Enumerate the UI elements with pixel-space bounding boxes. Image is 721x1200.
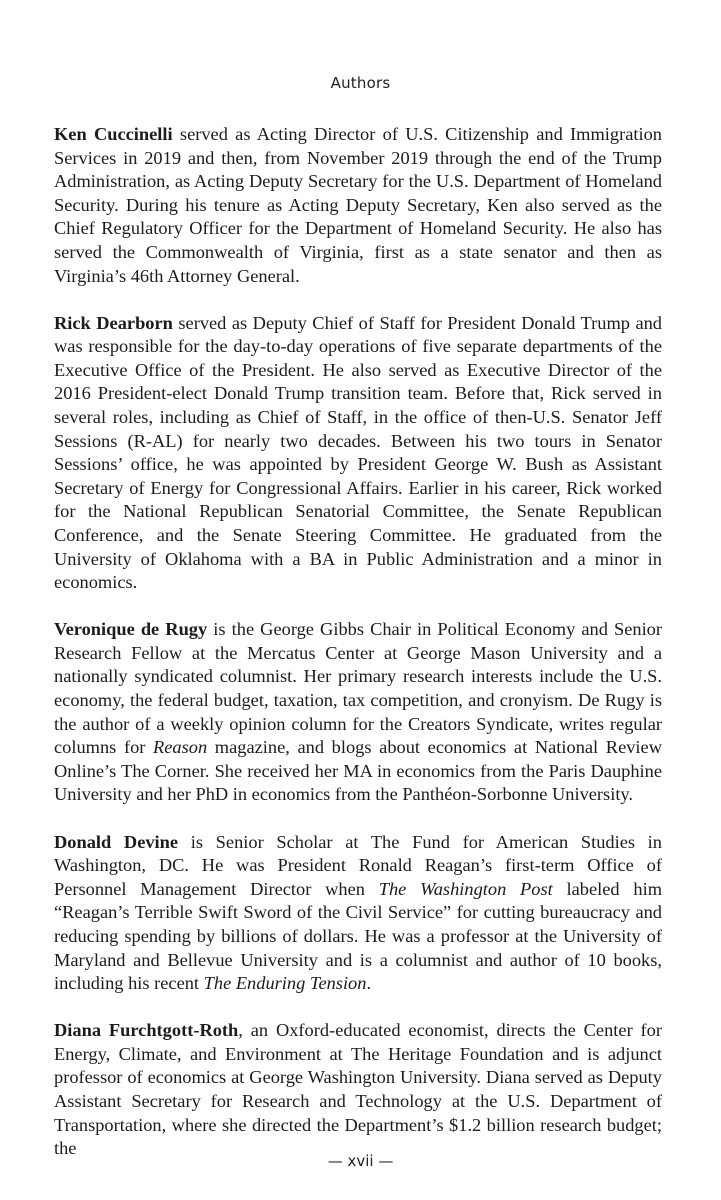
bio-text: . [366, 973, 372, 994]
book-title: The Enduring Tension [203, 973, 367, 994]
bio-text: magazine, and blogs about economics at National Review Online’s The Corner. She received her MA in economics from the Paris Dauphine University and her PhD in economics from the Panthéon-Sorbonne University. [54, 737, 662, 805]
bio-ken-cuccinelli [54, 123, 662, 288]
bio-text: served as Acting Director of U.S. Citizenship and Immigration Services in 2019 and then, from November 2019 through the end of the Trump Administration, as Acting Deputy Secretary for the U.S. Department of Homeland Security. During his tenure as Acting Deputy Secretary, Ken also served as the Chief Regulatory Officer for the Department of Homeland Security. He also has served the Commonwealth of Virginia, first as a state senator and then as Virginia’s 46th Attorney General. [54, 124, 662, 286]
bio-veronique-de-rugy [54, 618, 662, 807]
author-name: Veronique de Rugy [54, 619, 208, 640]
author-name: Donald Devine [54, 831, 179, 852]
author-name: Diana Furchtgott-Roth [54, 1020, 239, 1041]
author-name: Rick Dearborn [54, 312, 173, 333]
publication-title: Reason [153, 737, 208, 758]
publication-title: The Washington Post [378, 878, 553, 899]
running-head: Authors [330, 74, 391, 92]
bio-donald-devine [54, 831, 662, 996]
bio-text: is Senior Scholar at The Fund for American Studies in Washington, DC. He was President Ronald Reagan’s first-term Office of Personnel Management Director when [54, 831, 662, 899]
bio-text: , an Oxford-educated economist, directs the Center for Energy, Climate, and Environment at The Heritage Foundation and is adjunct professor of economics at George Washington University. Diana served as Deputy Assistant Secretary for Research and Technology at the U.S. Department of Transportation, where she directed the Department’s $1.2 billion research budget; the [54, 1020, 662, 1159]
bio-text: served as Deputy Chief of Staff for President Donald Trump and was responsible for the day-to-day operations of five separate departments of the Executive Office of the President. He also served as Executive Director of the 2016 President-elect Donald Trump transition team. Before that, Rick served in several roles, including as Chief of Staff, in the office of then-U.S. Senator Jeff Sessions (R-AL) for nearly two decades. Between his two tours in Senator Sessions’ office, he was appointed by President George W. Bush as Assistant Secretary of Energy for Congressional Affairs. Earlier in his career, Rick worked for the National Republican Senatorial Committee, the Senate Republican Conference, and the Senate Steering Committee. He graduated from the University of Oklahoma with a BA in Public Administration and a minor in economics. [54, 312, 662, 593]
bio-text: labeled him “Reagan’s Terrible Swift Sword of the Civil Service” for cutting bureaucracy and reducing spending by billions of dollars. He was a professor at the University of Maryland and Bellevue University and is a columnist and author of 10 books, including his recent [54, 878, 663, 994]
bio-diana-furchtgott-roth [54, 1019, 662, 1161]
author-bios [54, 123, 662, 1184]
bio-rick-dearborn [54, 312, 662, 595]
page-number: — xvii — [327, 1152, 394, 1170]
bio-text: is the George Gibbs Chair in Political Economy and Senior Research Fellow at the Mercatus Center at George Mason University and a nationally syndicated columnist. Her primary research interests include the U.S. economy, the federal budget, taxation, tax competition, and cronyism. De Rugy is the author of a weekly opinion column for the Creators Syndicate, writes regular columns for [54, 619, 662, 758]
author-name: Ken Cuccinelli [54, 124, 173, 144]
